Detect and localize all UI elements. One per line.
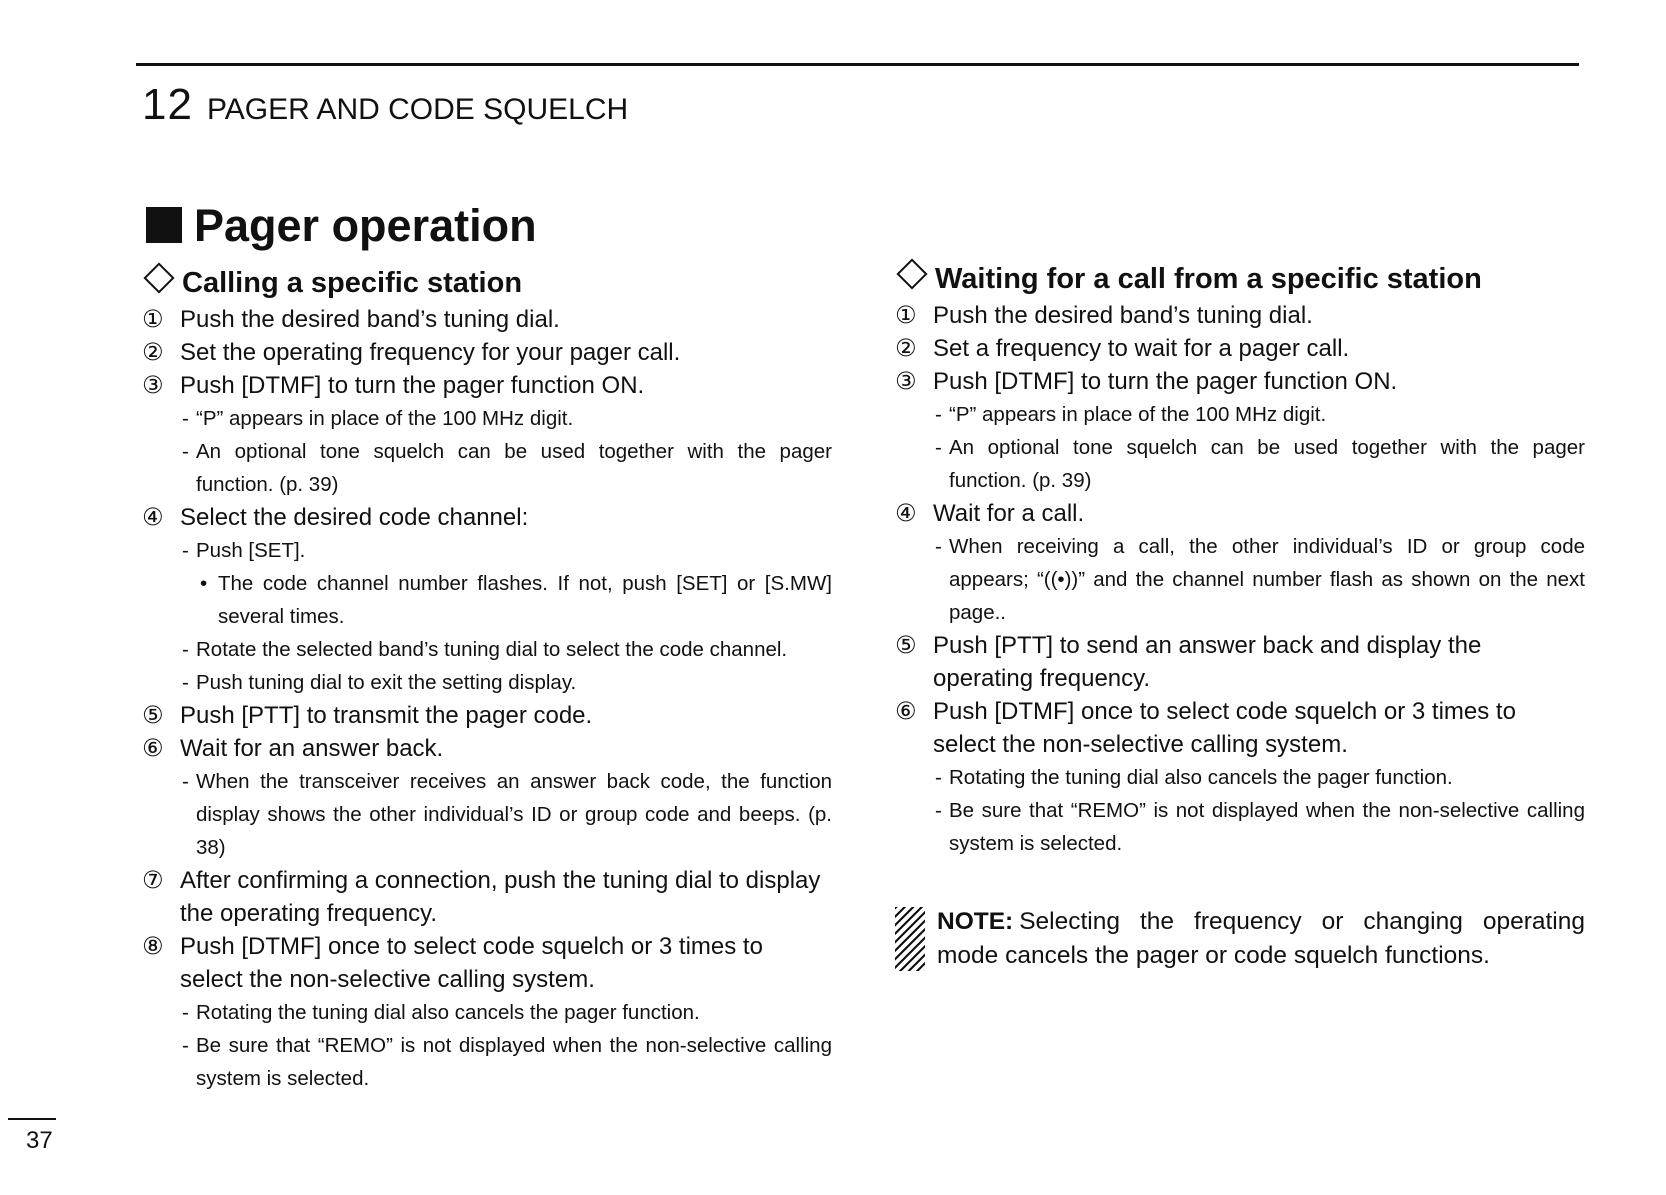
chapter-number: 12 <box>142 80 193 129</box>
top-rule <box>136 63 1579 66</box>
step-text: Push [PTT] to send an answer back and display the operating frequency. <box>933 632 1482 692</box>
step-text: Push [DTMF] once to select code squelch or 3 times to select the non-selective calling system. <box>933 698 1516 758</box>
sub-note <box>895 794 1585 860</box>
sub-note-text: “P” appears in place of the 100 MHz digit. <box>949 403 1327 426</box>
sub-note-text: An optional tone squelch can be used together with the pager function. (p. 39) <box>196 440 832 496</box>
sub-note-text: Push [SET]. <box>196 539 306 562</box>
step-text: Push [DTMF] once to select code squelch or 3 times to select the non-selective calling system. <box>180 933 763 993</box>
step-number: ⑥ <box>895 698 917 725</box>
sub-note <box>142 633 832 666</box>
sub-note <box>142 402 832 435</box>
step-text: Push [DTMF] to turn the pager function ON. <box>180 372 645 399</box>
step-number: ① <box>142 306 164 333</box>
dash-icon: - <box>935 535 942 558</box>
sub-note-text: Rotate the selected band’s tuning dial to select the code channel. <box>196 638 788 661</box>
step-text: Set the operating frequency for your pager call. <box>180 339 681 366</box>
dash-icon: - <box>935 799 942 822</box>
step-item <box>142 336 832 369</box>
sub-note-text: Rotating the tuning dial also cancels the pager function. <box>196 1001 700 1024</box>
right-heading <box>895 259 1585 299</box>
left-heading <box>142 263 832 303</box>
step-item <box>895 629 1585 695</box>
step-item <box>895 695 1585 761</box>
chapter-title: PAGER AND CODE SQUELCH <box>206 93 629 126</box>
step-text: Set a frequency to wait for a pager call. <box>933 335 1350 362</box>
section-title <box>146 200 537 252</box>
step-number: ① <box>895 302 917 329</box>
step-number: ② <box>895 335 917 362</box>
step-text: Wait for a call. <box>933 500 1085 527</box>
note-label: NOTE: <box>937 908 1014 935</box>
sub-note <box>895 398 1585 431</box>
step-number: ⑤ <box>895 632 917 659</box>
section-title-text: Pager operation <box>194 200 537 251</box>
left-column <box>142 263 832 1095</box>
step-text: After confirming a connection, push the tuning dial to display the operating frequency. <box>180 867 821 927</box>
left-heading-text: Calling a specific station <box>182 267 523 299</box>
page-number-rule <box>8 1118 56 1120</box>
step-number: ② <box>142 339 164 366</box>
step-number: ③ <box>142 372 164 399</box>
sub-note <box>142 666 832 699</box>
dash-icon: - <box>182 1001 189 1024</box>
step-number: ④ <box>895 500 917 527</box>
sub-note <box>142 996 832 1029</box>
step-item <box>142 930 832 996</box>
dash-icon: - <box>182 770 189 793</box>
dash-icon: - <box>182 671 189 694</box>
step-item <box>142 303 832 336</box>
dash-icon: - <box>182 1034 189 1057</box>
note-box <box>895 905 1585 973</box>
sub-note-text: Be sure that “REMO” is not displayed when the non-selective calling system is selected. <box>196 1034 832 1090</box>
step-item <box>895 497 1585 530</box>
note-hatch-icon <box>895 907 925 971</box>
dash-icon: - <box>182 407 189 430</box>
sub-note <box>895 431 1585 497</box>
dash-icon: - <box>182 440 189 463</box>
bullet-note <box>142 567 832 633</box>
sub-note <box>895 761 1585 794</box>
step-number: ④ <box>142 504 164 531</box>
step-item <box>895 332 1585 365</box>
sub-note <box>142 765 832 864</box>
sub-note <box>142 534 832 567</box>
step-item <box>142 369 832 402</box>
diamond-icon <box>896 258 927 289</box>
sub-note <box>142 435 832 501</box>
diamond-icon <box>143 262 174 293</box>
step-text: Push [PTT] to transmit the pager code. <box>180 702 593 729</box>
step-item <box>142 864 832 930</box>
dash-icon: - <box>182 638 189 661</box>
dash-icon: - <box>935 766 942 789</box>
dash-icon: - <box>182 539 189 562</box>
step-text: Select the desired code channel: <box>180 504 529 531</box>
step-item <box>142 699 832 732</box>
page-number: 37 <box>26 1127 53 1154</box>
step-number: ⑥ <box>142 735 164 762</box>
sub-note-text: An optional tone squelch can be used together with the pager function. (p. 39) <box>949 436 1585 492</box>
step-text: Push the desired band’s tuning dial. <box>180 306 560 333</box>
step-text: Push [DTMF] to turn the pager function ON. <box>933 368 1398 395</box>
step-item <box>142 501 832 534</box>
sub-note-text: “P” appears in place of the 100 MHz digit. <box>196 407 574 430</box>
right-heading-text: Waiting for a call from a specific station <box>935 263 1482 295</box>
dash-icon: - <box>935 403 942 426</box>
step-number: ③ <box>895 368 917 395</box>
dash-icon: - <box>935 436 942 459</box>
bullet-dot-icon: • <box>200 572 208 595</box>
square-bullet-icon <box>146 207 182 243</box>
step-item <box>895 365 1585 398</box>
sub-note <box>895 530 1585 629</box>
note-text <box>895 905 1585 973</box>
sub-note-text: Rotating the tuning dial also cancels the pager function. <box>949 766 1453 789</box>
step-number: ⑤ <box>142 702 164 729</box>
step-number: ⑧ <box>142 933 164 960</box>
chapter-header <box>142 80 628 130</box>
step-number: ⑦ <box>142 867 164 894</box>
sub-note-text: Be sure that “REMO” is not displayed when the non-selective calling system is selected. <box>949 799 1585 855</box>
right-steps <box>895 299 1585 860</box>
step-text: Push the desired band’s tuning dial. <box>933 302 1313 329</box>
sub-note <box>142 1029 832 1095</box>
step-item <box>895 299 1585 332</box>
step-text: Wait for an answer back. <box>180 735 444 762</box>
bullet-note-text: The code channel number flashes. If not, push [SET] or [S.MW] several times. <box>218 572 832 628</box>
step-item <box>142 732 832 765</box>
left-steps <box>142 303 832 1095</box>
sub-note-text: When receiving a call, the other individual’s ID or group code appears; “((•))” and the channel number flash as shown on the next page.. <box>949 535 1585 624</box>
note-body: Selecting the frequency or changing operating mode cancels the pager or code squelch functions. <box>937 908 1585 969</box>
sub-note-text: When the transceiver receives an answer back code, the function display shows the other individual’s ID or group code and beeps. (p. 38) <box>196 770 832 859</box>
right-column <box>895 259 1585 860</box>
sub-note-text: Push tuning dial to exit the setting display. <box>196 671 577 694</box>
